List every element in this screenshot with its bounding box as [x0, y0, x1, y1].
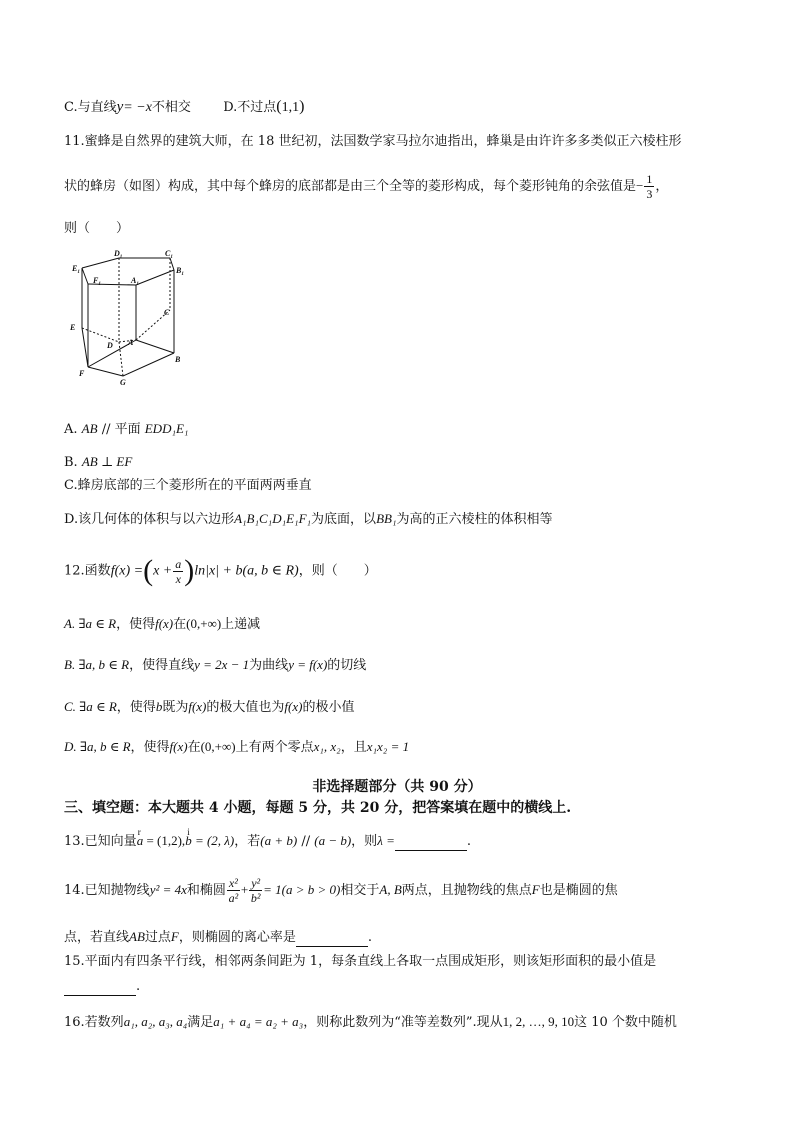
q12-optC-7: f(x) [284, 699, 303, 714]
q14-line2-3: ，则椭圆的离心率是 [178, 930, 296, 945]
q13-end: . [466, 834, 471, 849]
q12-optB-1: B. ∃a, b ∈ R [64, 657, 130, 672]
q11-frac-num: 1 [646, 172, 653, 186]
q14-answer-blank[interactable] [296, 932, 368, 947]
q14-frac-x-num: x² [228, 876, 238, 890]
q11-optA-prefix: A. [64, 422, 78, 437]
q14-eq-tail: = 1(a > b > 0) [263, 882, 341, 897]
q12-optD [64, 738, 409, 757]
q13-answer-blank[interactable] [395, 836, 467, 851]
q10-optC-prefix: C.与直线 [64, 100, 117, 115]
q10-optD-prefix: D.不过点 [223, 100, 277, 115]
q14-line1-end: 也是椭圆的焦 [539, 883, 618, 898]
q12-tail: ln|x| + b(a, b ∈ R) [194, 563, 299, 579]
q11-optB-prefix: B. [64, 455, 78, 470]
q14-frac-y [249, 876, 262, 905]
q11-stem-line3: 则（ ） [64, 221, 130, 236]
label-E: E [70, 323, 76, 332]
q16-line [64, 1013, 677, 1032]
q11-optB [64, 453, 132, 472]
label-F: F [79, 369, 85, 378]
edge-F1E1 [82, 268, 88, 284]
q12-optC-4: 既为 [162, 700, 189, 715]
q14-mid1: 和椭圆 [186, 883, 226, 898]
q14-prefix: 14.已知抛物线 [64, 883, 150, 898]
q12-optD-4: 在 [187, 740, 201, 755]
q13-expr1: (a + b) [260, 833, 298, 848]
q13-parallel: // [297, 834, 315, 849]
q14-focus-F: F [531, 882, 540, 897]
q12-optA-6: 上递减 [221, 617, 261, 632]
edge-E1D1 [82, 258, 119, 268]
q11-optC: C.蜂房底部的三个菱形所在的平面两两垂直 [64, 478, 312, 493]
label-D: D [107, 341, 113, 350]
q11-optD-text3: 为高的正六棱柱的体积相等 [396, 512, 553, 527]
q14-end: . [367, 930, 373, 945]
q10-optD-point: 1,1 [281, 100, 300, 115]
q13-mid: ，若 [234, 834, 261, 849]
q10-optC-math-lhs: y [116, 99, 124, 115]
q16-mid: 满足 [187, 1015, 214, 1030]
q12-optB-3: y = 2x − 1 [194, 657, 250, 672]
q12-fraction [173, 557, 183, 586]
q11-frac-sign: − [636, 178, 644, 193]
q12-stem-suffix: ，则（ ） [298, 563, 377, 579]
q12-optA-5: (0,+∞) [186, 616, 222, 631]
label-G: G [120, 378, 126, 386]
q12-optD-6: 上有两个零点 [235, 740, 314, 755]
q12-optB [64, 656, 366, 675]
q16-condition: a₁ + a₄ = a₂ + a₃ [213, 1014, 304, 1029]
q12-optD-8: ，且 [340, 740, 367, 755]
q13-vector-a: r a [137, 832, 144, 850]
edge-EF [82, 328, 88, 367]
q13-suffix: ，则 [351, 834, 378, 849]
q11-optD-math2: BB₁ [376, 511, 397, 526]
q15-line2 [64, 978, 140, 996]
q11-optA-text: // 平面 [97, 422, 141, 437]
q16-suffix: 这 10 个数中随机 [574, 1015, 677, 1030]
q11-stem-line2-text: 状的蜂房（如图）构成，其中每个蜂房的底部都是由三个全等的菱形构成，每个菱形钝角的余弦值是 [64, 179, 637, 194]
q12-optC-5: f(x) [188, 699, 207, 714]
label-A: A [128, 338, 134, 347]
q12-optB-6: 的切线 [327, 658, 367, 673]
q12-frac-num: a [175, 556, 182, 571]
edge-B1A1 [136, 270, 174, 285]
q10-options-line: C.与直线y= −x不相交 D.不过点(1,1) [64, 98, 305, 115]
q13-line [64, 832, 471, 851]
q10-optC-math-rhs: = −x [123, 100, 152, 115]
q14-line2-2: 过点 [144, 930, 171, 945]
q16-prefix: 16.若数列 [64, 1015, 124, 1030]
q12-optC-2: ，使得 [116, 700, 156, 715]
q12-optC-8: 的极小值 [302, 700, 355, 715]
q12-optA-3: f(x) [155, 616, 174, 631]
q15-answer-blank[interactable] [64, 981, 136, 996]
q12-stem-prefix: 12.函数 [64, 563, 111, 579]
q13-vector-b: i b [185, 832, 192, 850]
q14-frac-y-den: b² [250, 891, 261, 905]
q15-end: . [136, 979, 141, 994]
q11-frac-den: 3 [646, 187, 653, 201]
q11-optB-math: AB ⊥ EF [81, 454, 133, 469]
q12-optA-2: ，使得 [116, 617, 156, 632]
q14-frac-x [227, 876, 240, 905]
q14-point-F: F [170, 929, 179, 944]
q11-stem-line1: 11.蜜蜂是自然界的建筑大师，在 18 世纪初，法国数学家马拉尔迪指出，蜂巢是由许许多多类似正六棱柱形 [64, 134, 682, 149]
label-C1: $C_1$ [165, 249, 173, 260]
edge-AB [136, 340, 174, 353]
q12-optC-6: 的极大值也为 [206, 700, 285, 715]
q13-a-value: = (1,2), [143, 833, 186, 848]
section-title: 非选择题部分（共 90 分） [312, 779, 482, 795]
q14-mid3: 两点，且抛物线的焦点 [401, 883, 532, 898]
q11-optA [64, 420, 188, 439]
q16-mid2: ，则称此数列为“准等差数列”.现从 [303, 1015, 503, 1030]
q13-b-value: = (2, λ) [191, 833, 235, 848]
q12-optB-5: y = f(x) [288, 657, 328, 672]
q13-lambda: λ = [377, 833, 395, 848]
q11-optD-text2: 为底面，以 [311, 512, 377, 527]
edge-GB [123, 353, 174, 376]
q12-optA-4: 在 [173, 617, 187, 632]
q14-line2 [64, 928, 372, 947]
q14-parabola: y² = 4x [149, 882, 187, 897]
q12-optD-7: x₁, x₂ [313, 739, 341, 754]
q16-range: 1, 2, …, 9, 10 [502, 1014, 575, 1029]
section-heading: 三、填空题：本大题共 4 小题，每题 5 分，共 20 分，把答案填在题中的横线上. [64, 800, 572, 816]
q11-optA-math2: EDD₁E₁ [144, 421, 189, 436]
q12-optC [64, 698, 354, 717]
honeycomb-cell-figure [62, 246, 194, 386]
q12-optD-2: ，使得 [130, 740, 170, 755]
q14-mid2: 相交于 [340, 883, 380, 898]
q11-optA-math1: AB [81, 421, 98, 436]
q14-frac-y-num: y² [251, 876, 261, 890]
q12-stem: 12.函数f(x) =(x + $\frac{a}{x}$ )ln|x| + b(a, b ∈ R)，则（ ） [64, 554, 377, 587]
q13-expr2: (a − b) [314, 833, 352, 848]
q12-optD-5: (0,+∞) [200, 739, 236, 754]
q12-optD-3: f(x) [169, 739, 188, 754]
q12-optD-9: x₁x₂ = 1 [366, 739, 410, 754]
q11-fraction [644, 172, 654, 201]
q12-optC-1: C. ∃a ∈ R [64, 699, 117, 714]
label-B1: $B_1$ [176, 266, 184, 277]
q14-frac-x-den: a² [228, 891, 239, 905]
label-A1: $A_1$ [131, 276, 139, 287]
q14-line1: 14.已知抛物线y² = 4x和椭圆 $\frac{\text{x²}}{\text{a²}}$ + $\frac{\text{y²}}{\text{b²}}$ = 1(a > b > 0)相交于A, B两点，且抛物线的焦点F也是椭圆的焦 [64, 876, 618, 905]
label-E1: $E_1$ [72, 264, 80, 275]
label-D1: $D_1$ [114, 249, 123, 260]
q14-line-AB: AB [129, 929, 145, 944]
edge-FG [88, 367, 123, 376]
label-C: C [164, 308, 170, 317]
q14-points: A, B [379, 882, 402, 897]
q10-optC-suffix: 不相交 [151, 100, 191, 115]
q12-optA-1: A. ∃a ∈ R [64, 616, 117, 631]
q12-f-of-x: f(x) = [110, 563, 144, 579]
label-B: B [175, 355, 181, 364]
q12-optB-4: 为曲线 [249, 658, 289, 673]
q16-sequence: a₁, a₂, a₃, a₄ [123, 1014, 188, 1029]
q12-frac-den: x [175, 571, 181, 586]
q11-stem-line2 [64, 168, 668, 205]
q12-optD-1: D. ∃a, b ∈ R [64, 739, 131, 754]
q11-optD [64, 510, 552, 529]
q12-optC-3: b [155, 699, 163, 714]
q11-optD-math1: A₁B₁C₁D₁E₁F₁ [234, 511, 312, 526]
q12-optB-2: ，使得直线 [129, 658, 195, 673]
label-F1: $F_1$ [93, 276, 101, 287]
q13-prefix: 13.已知向量 [64, 834, 137, 849]
q14-line2-1: 点，若直线 [64, 930, 130, 945]
q12-optA [64, 615, 260, 634]
q15-line1: 15.平面内有四条平行线，相邻两条间距为 1，每条直线上各取一点围成矩形，则该矩形面积的最小值是 [64, 954, 657, 969]
q12-inner-x: x + [153, 563, 173, 579]
q11-optD-text1: D.该几何体的体积与以六边形 [64, 512, 235, 527]
q11-stem-line2-end: ， [655, 179, 669, 194]
